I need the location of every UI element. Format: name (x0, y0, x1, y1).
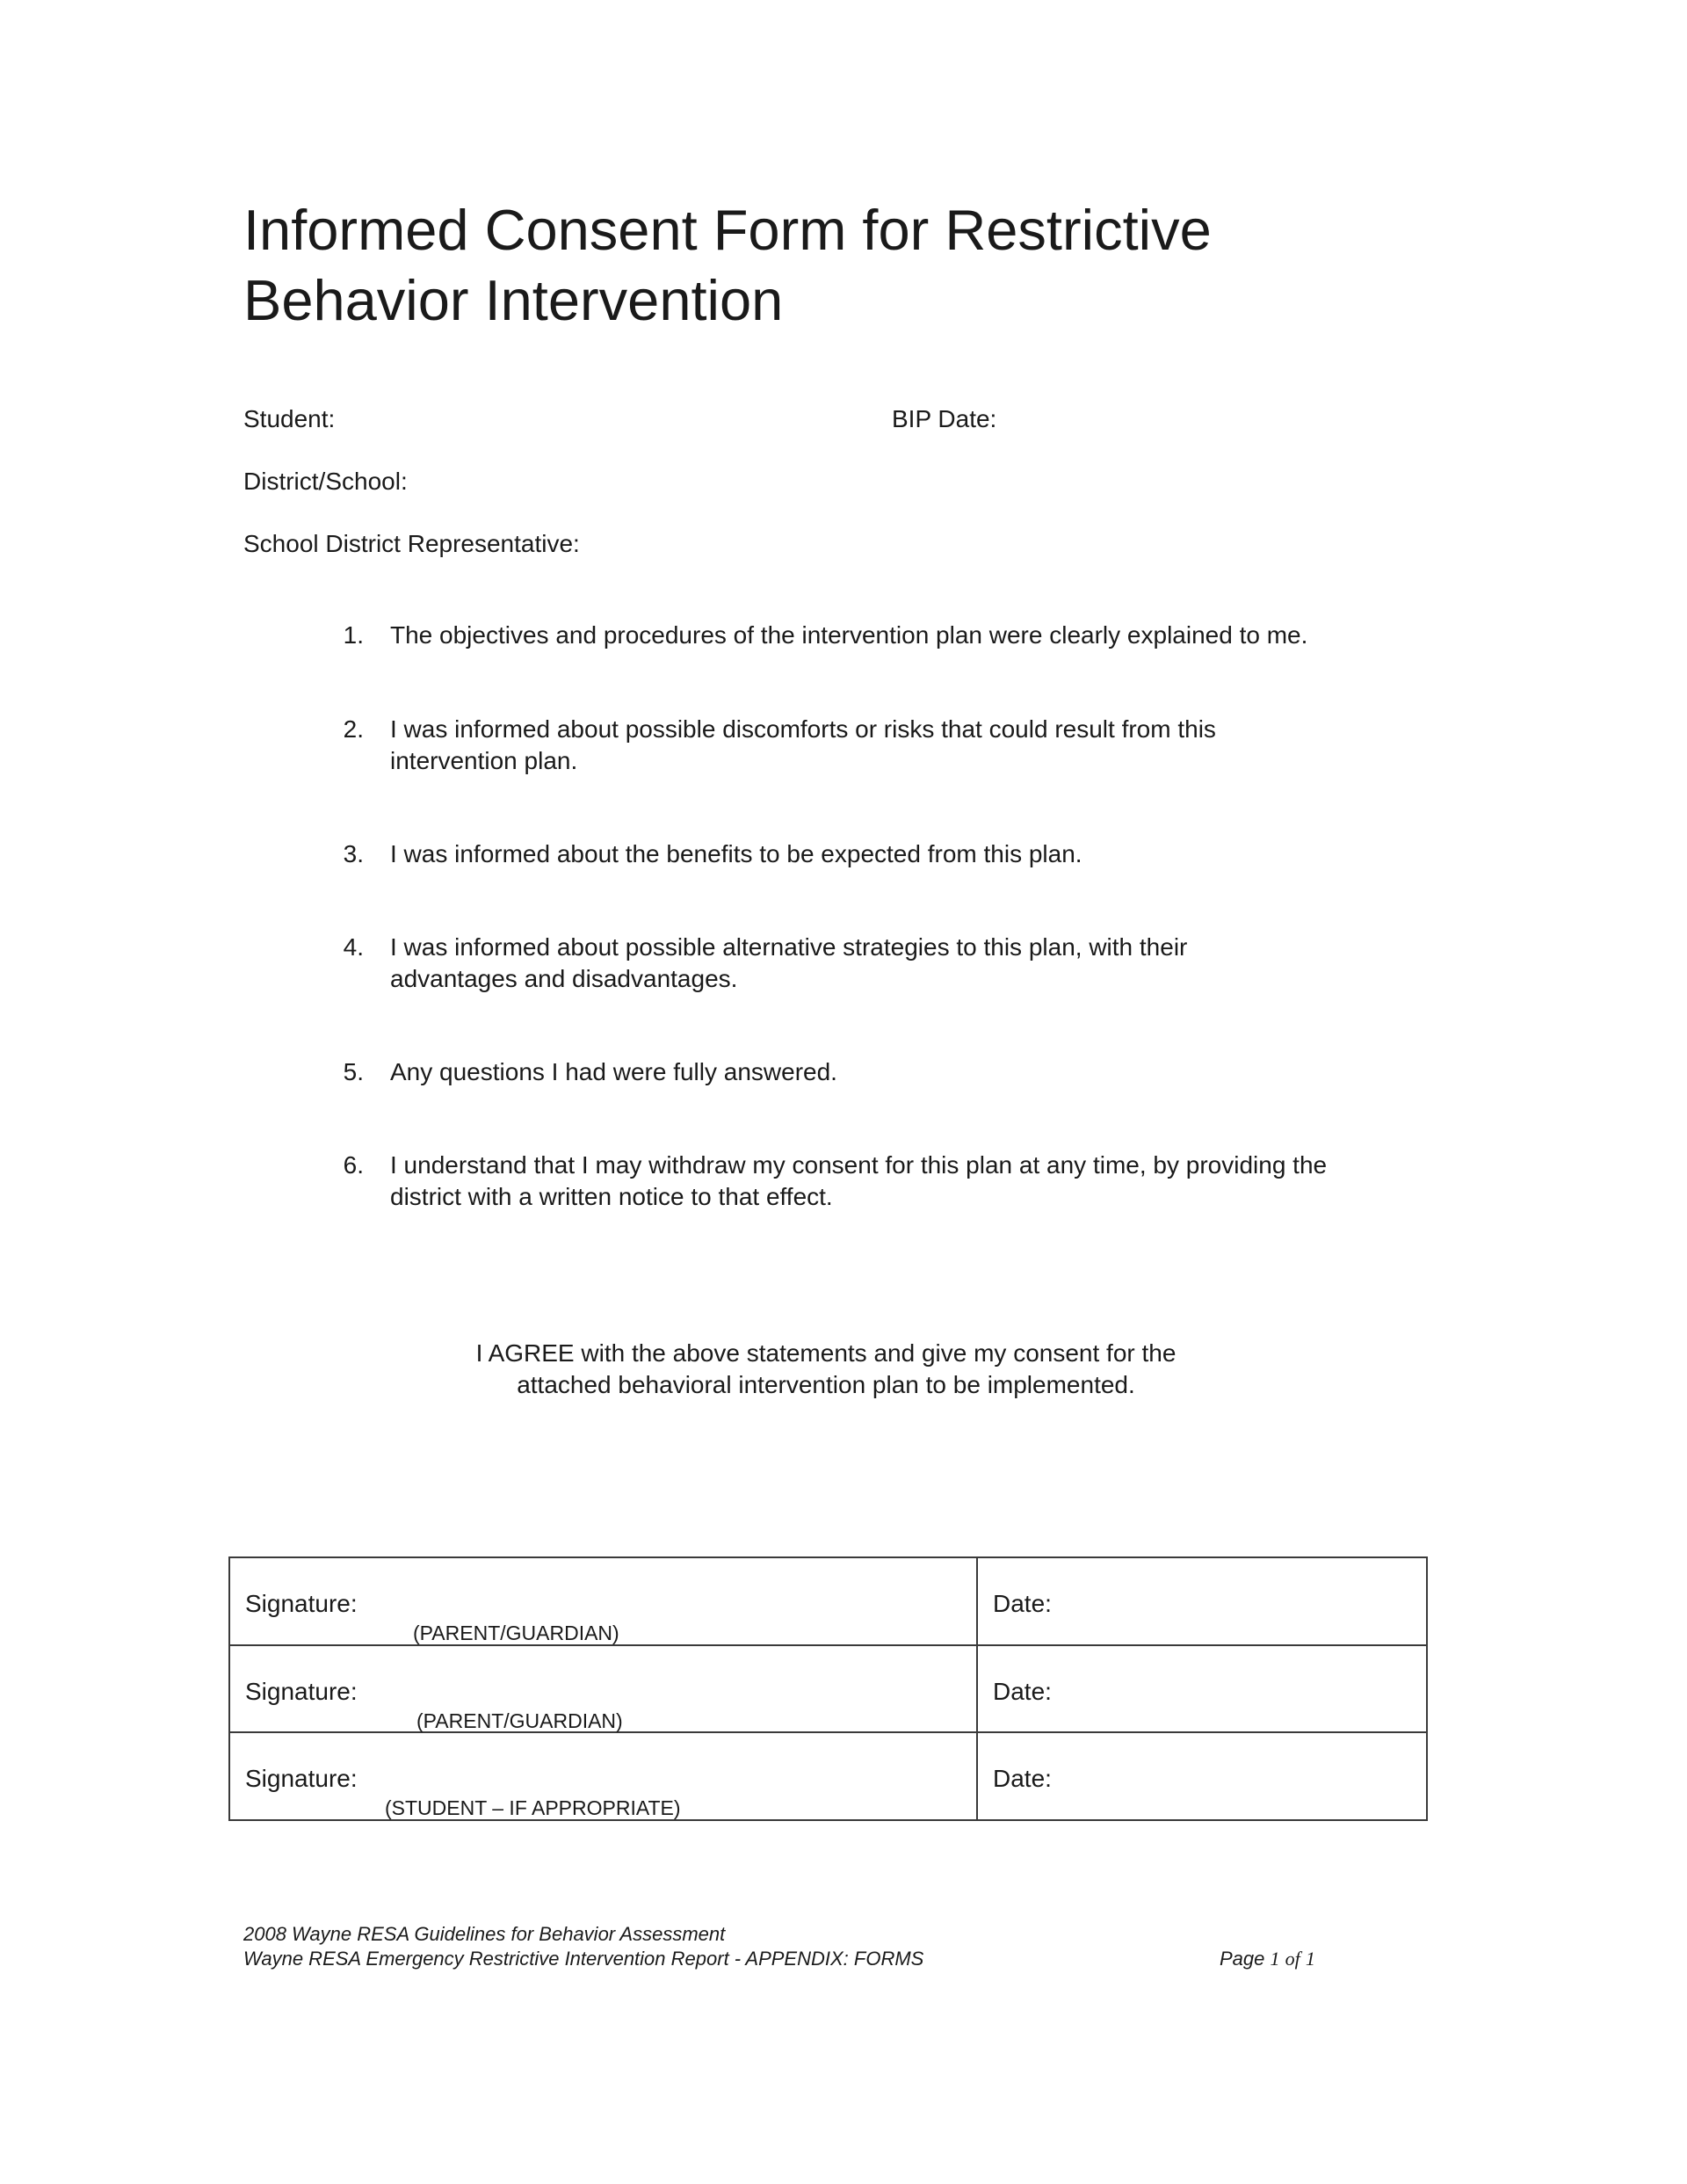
page-current: 1 (1270, 1948, 1280, 1970)
agreement-line-2: attached behavioral intervention plan to be implemented. (517, 1371, 1135, 1398)
page-total: 1 (1305, 1948, 1315, 1970)
page-title (243, 195, 1473, 336)
statement-text: I understand that I may withdraw my consent for this plan at any time, by providing the district with a written notice to that effect. (390, 1151, 1328, 1210)
signer-role-label: (PARENT/GUARDIAN) (413, 1622, 619, 1644)
signature-row (229, 1645, 1427, 1733)
page-number (1220, 1947, 1315, 1971)
statement-text: I was informed about the benefits to be expected from this plan. (390, 840, 1082, 867)
statement-text: Any questions I had were fully answered. (390, 1058, 837, 1085)
signature-table (228, 1556, 1428, 1821)
student-field-label: Student: (243, 405, 336, 432)
agreement-line-1: I AGREE with the above statements and give my consent for the (475, 1339, 1177, 1367)
date-cell[interactable] (977, 1645, 1427, 1733)
statement-text: The objectives and procedures of the intervention plan were clearly explained to me. (390, 621, 1308, 649)
date-label: Date: (993, 1765, 1052, 1793)
signer-role-label: (PARENT/GUARDIAN) (416, 1709, 623, 1732)
signature-label: Signature: (245, 1677, 358, 1705)
title-line-2: Behavior Intervention (243, 268, 784, 332)
statement-text: I was informed about possible alternative strategies to this plan, with their advantages and disadvantages. (390, 933, 1188, 992)
date-cell[interactable] (977, 1732, 1427, 1820)
statement-text: I was informed about possible discomforts or risks that could result from this intervention plan. (390, 715, 1216, 774)
signature-label: Signature: (245, 1765, 358, 1793)
title-line-1: Informed Consent Form for Restrictive (243, 198, 1212, 262)
signature-cell[interactable] (229, 1557, 977, 1645)
statement-number: 4. (343, 933, 364, 961)
page-footer (243, 1922, 923, 1971)
signer-role-label: (STUDENT – IF APPROPRIATE) (385, 1796, 681, 1820)
statement-number: 3. (343, 840, 364, 867)
signature-label: Signature: (245, 1590, 358, 1617)
statement-number: 1. (343, 621, 364, 649)
representative-field-label: School District Representative: (243, 530, 580, 557)
page-prefix: Page (1220, 1948, 1265, 1970)
signature-cell[interactable] (229, 1732, 977, 1820)
statement-number: 6. (343, 1151, 364, 1179)
bip-date-field-label: BIP Date: (892, 405, 997, 432)
statement-number: 5. (343, 1058, 364, 1085)
date-label: Date: (993, 1677, 1052, 1705)
signature-cell[interactable] (229, 1645, 977, 1733)
date-cell[interactable] (977, 1557, 1427, 1645)
date-label: Date: (993, 1590, 1052, 1617)
agreement-statement (404, 1338, 1248, 1401)
statement-number: 2. (343, 715, 364, 743)
district-school-field-label: District/School: (243, 468, 408, 495)
footer-line-1: 2008 Wayne RESA Guidelines for Behavior Assessment (243, 1923, 726, 1945)
footer-line-2: Wayne RESA Emergency Restrictive Intervention Report - APPENDIX: FORMS (243, 1948, 924, 1970)
signature-row (229, 1557, 1427, 1645)
page-of: of (1285, 1948, 1300, 1970)
signature-row (229, 1732, 1427, 1820)
